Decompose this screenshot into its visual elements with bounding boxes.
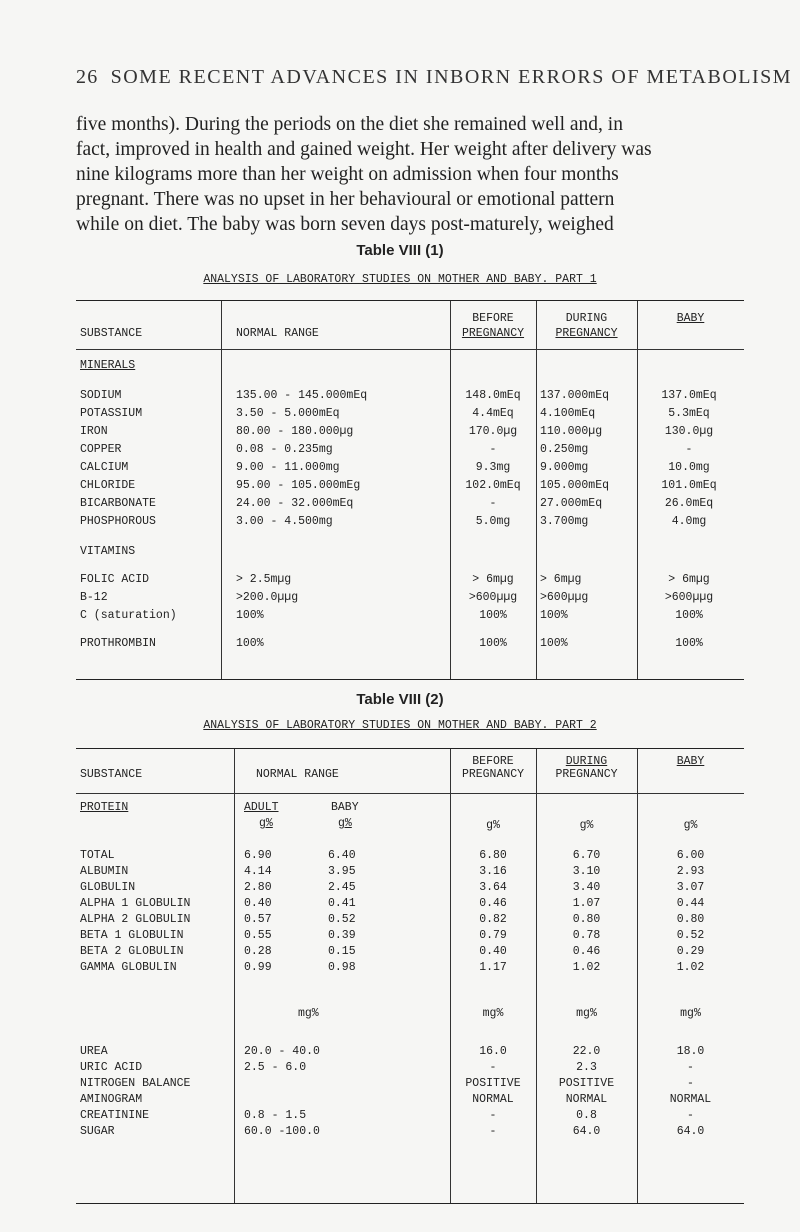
- table1-substance-cell: FOLIC ACID: [80, 573, 150, 586]
- table2-baby-cell: 18.0: [676, 1045, 705, 1058]
- paragraph-line: fact, improved in health and gained weight. Her weight after delivery was: [76, 139, 652, 160]
- table1-baby-cell: 130.0µg: [664, 425, 714, 438]
- table1-header-rule: [76, 349, 744, 350]
- unit-mg-before: mg%: [482, 1007, 504, 1020]
- table2-before-cell: NORMAL: [472, 1093, 514, 1106]
- table1-during-cell: 110.000µg: [540, 425, 603, 438]
- table2-header-substance: SUBSTANCE: [80, 768, 143, 781]
- table1-normal-cell: 95.00 - 105.000mEg: [236, 479, 361, 492]
- table2-normal-cell: 20.0 - 40.0: [244, 1045, 320, 1058]
- table2-baby-norm-cell: 2.45: [328, 881, 356, 894]
- table2-baby-cell: 3.07: [676, 881, 705, 894]
- table1-before-cell: 170.0µg: [468, 425, 518, 438]
- table2-during-cell: 22.0: [572, 1045, 601, 1058]
- table2-subtitle-text: ANALYSIS OF LABORATORY STUDIES ON MOTHER AND BABY. PART 2: [203, 719, 597, 732]
- table2-during-cell: 6.70: [572, 849, 601, 862]
- table1-substance-cell: PHOSPHOROUS: [80, 515, 156, 528]
- unit-adult: g%: [259, 817, 273, 830]
- table1-baby-cell: 100%: [675, 609, 703, 622]
- table2-normal-cell: 0.8 - 1.5: [244, 1109, 307, 1122]
- table1-during-cell: > 6mµg: [540, 573, 582, 586]
- table1-before-cell: 9.3mg: [475, 461, 511, 474]
- table2-before-cell: 0.82: [479, 913, 507, 926]
- table1-normal-cell: > 2.5mµg: [236, 573, 292, 586]
- table2-before-cell: 16.0: [479, 1045, 507, 1058]
- table2-before-cell: 0.79: [479, 929, 507, 942]
- table1-before-cell: 102.0mEq: [465, 479, 521, 492]
- table2-before-cell: 0.46: [479, 897, 507, 910]
- table1-header-before: BEFORE: [472, 312, 514, 325]
- table2-during-cell: 2.3: [576, 1061, 597, 1074]
- table2-before-cell: 0.40: [479, 945, 507, 958]
- table1-during-cell: 3.700mg: [540, 515, 589, 528]
- table2-substance-cell: SUGAR: [80, 1125, 115, 1138]
- section-label-vitamins: VITAMINS: [80, 545, 136, 558]
- table2-substance-cell: TOTAL: [80, 849, 115, 862]
- table2-during-cell: 0.46: [572, 945, 601, 958]
- table1-before-cell: 100%: [479, 637, 507, 650]
- table2-before-cell: 6.80: [479, 849, 507, 862]
- table2-subtitle: [0, 719, 800, 732]
- table2-during-cell: NORMAL: [565, 1093, 608, 1106]
- table2-substance-cell: CREATININE: [80, 1109, 150, 1122]
- table2-baby-norm-cell: 3.95: [328, 865, 356, 878]
- unit-mg-normal: mg%: [298, 1007, 319, 1020]
- table2-during-cell: 3.40: [572, 881, 601, 894]
- table1-header-normal: NORMAL RANGE: [236, 327, 319, 340]
- table1-subtitle: [0, 273, 800, 286]
- running-head-title: SOME RECENT ADVANCES IN INBORN ERRORS OF METABOLISM: [110, 66, 793, 88]
- table2-before-cell: POSITIVE: [465, 1077, 521, 1090]
- table2-substance-cell: AMINOGRAM: [80, 1093, 143, 1106]
- table1-normal-cell: 24.00 - 32.000mEq: [236, 497, 354, 510]
- protein-label: PROTEIN: [80, 801, 129, 814]
- table2-substance-cell: ALPHA 2 GLOBULIN: [80, 913, 191, 926]
- table2-adult-cell: 0.99: [244, 961, 272, 974]
- table2-header-baby: BABY: [676, 755, 705, 768]
- table2-before-cell: 1.17: [479, 961, 507, 974]
- table2-adult-cell: 4.14: [244, 865, 272, 878]
- table2-baby-norm-cell: 0.41: [328, 897, 356, 910]
- table2-header-normal: NORMAL RANGE: [256, 768, 339, 781]
- table2-divider: [234, 749, 235, 1203]
- table2-baby-norm-cell: 0.15: [328, 945, 356, 958]
- table1-divider: [221, 301, 222, 679]
- paragraph-line: pregnant. There was no upset in her behavioural or emotional pattern: [76, 189, 615, 210]
- paragraph-line: five months). During the periods on the diet she remained well and, in: [76, 114, 623, 135]
- table2-baby-cell: 2.93: [676, 865, 705, 878]
- table1-header-substance: SUBSTANCE: [80, 327, 143, 340]
- body-paragraph: [76, 112, 744, 237]
- table1-substance-cell: CHLORIDE: [80, 479, 136, 492]
- unit-during: g%: [579, 819, 594, 832]
- unit-mg-during: mg%: [576, 1007, 597, 1020]
- table2-during-cell: 64.0: [572, 1125, 601, 1138]
- table1-normal-cell: 80.00 - 180.000µg: [236, 425, 354, 438]
- table2-during-cell: POSITIVE: [558, 1077, 615, 1090]
- table2-during-cell: 0.80: [572, 913, 601, 926]
- table1-normal-cell: 3.00 - 4.500mg: [236, 515, 333, 528]
- table2-baby-cell: 64.0: [676, 1125, 705, 1138]
- unit-baby-norm: g%: [338, 817, 352, 830]
- table1-header-during-2: PREGNANCY: [555, 327, 618, 340]
- table2-header-rule: [76, 793, 744, 794]
- table1-substance-cell: CALCIUM: [80, 461, 129, 474]
- table1-normal-cell: 0.08 - 0.235mg: [236, 443, 333, 456]
- table2-baby-cell: 1.02: [676, 961, 705, 974]
- table2-normal-cell: 60.0 -100.0: [244, 1125, 320, 1138]
- table1-substance-cell: C (saturation): [80, 609, 177, 622]
- table1-substance-cell: IRON: [80, 425, 108, 438]
- table1-header-baby: BABY: [676, 312, 705, 325]
- section-label-minerals: MINERALS: [80, 359, 136, 372]
- unit-baby: g%: [683, 819, 698, 832]
- table1-before-cell: 4.4mEq: [472, 407, 514, 420]
- table1-during-cell: 100%: [540, 637, 568, 650]
- table2-baby-norm-cell: 0.39: [328, 929, 356, 942]
- table2-before-cell: -: [489, 1125, 497, 1138]
- table2-baby-cell: 0.80: [676, 913, 705, 926]
- table2-substance-cell: NITROGEN BALANCE: [80, 1077, 191, 1090]
- table1-subtitle-text: ANALYSIS OF LABORATORY STUDIES ON MOTHER AND BABY. PART 1: [203, 273, 597, 286]
- table1-before-cell: 100%: [479, 609, 507, 622]
- table2-header-before-2: PREGNANCY: [461, 768, 525, 781]
- table2-adult-cell: 0.40: [244, 897, 272, 910]
- table1-during-cell: 137.000mEq: [540, 389, 610, 402]
- table2-during-cell: 1.02: [572, 961, 601, 974]
- table1-before-cell: -: [489, 497, 497, 510]
- page-number: 26: [76, 66, 99, 88]
- table1-before-cell: >600µµg: [468, 591, 518, 604]
- table1-baby-cell: -: [685, 443, 693, 456]
- table1-during-cell: 0.250mg: [540, 443, 589, 456]
- table1-substance-cell: COPPER: [80, 443, 122, 456]
- table2-adult-cell: 2.80: [244, 881, 272, 894]
- table2-during-cell: 1.07: [572, 897, 601, 910]
- table1-header-before-2: PREGNANCY: [461, 327, 525, 340]
- table2-baby-cell: -: [687, 1077, 694, 1090]
- baby-norm-label: BABY: [331, 801, 359, 814]
- table1-substance-cell: POTASSIUM: [80, 407, 143, 420]
- table2-during-cell: 0.78: [572, 929, 601, 942]
- table2-substance-cell: UREA: [80, 1045, 108, 1058]
- table2-substance-cell: ALBUMIN: [80, 865, 129, 878]
- table1: [76, 300, 744, 680]
- table2-header-during-2: PREGNANCY: [555, 768, 618, 781]
- adult-label: ADULT: [244, 801, 279, 814]
- table1-normal-cell: >200.0µµg: [236, 591, 299, 604]
- table2-title: Table VIII (2): [356, 691, 444, 708]
- table1-substance-cell: SODIUM: [80, 389, 122, 402]
- table2-substance-cell: URIC ACID: [80, 1061, 143, 1074]
- table1-normal-cell: 100%: [236, 637, 264, 650]
- paragraph-line: nine kilograms more than her weight on admission when four months: [76, 164, 619, 185]
- table2-during-cell: 0.8: [576, 1109, 597, 1122]
- table2-adult-cell: 0.55: [244, 929, 272, 942]
- table1-during-cell: 9.000mg: [540, 461, 589, 474]
- table2: [76, 748, 744, 1204]
- table1-during-cell: 105.000mEq: [540, 479, 610, 492]
- table2-substance-cell: BETA 2 GLOBULIN: [80, 945, 184, 958]
- table1-substance-cell: PROTHROMBIN: [80, 637, 156, 650]
- table1-baby-cell: 4.0mg: [671, 515, 707, 528]
- table2-baby-cell: 0.29: [676, 945, 705, 958]
- table2-during-cell: 3.10: [572, 865, 601, 878]
- table2-baby-cell: 0.52: [676, 929, 705, 942]
- table2-baby-norm-cell: 0.98: [328, 961, 356, 974]
- table1-divider: [536, 301, 537, 679]
- unit-before: g%: [486, 819, 500, 832]
- table1-baby-cell: 10.0mg: [668, 461, 710, 474]
- paragraph-line: while on diet. The baby was born seven days post-maturely, weighed: [76, 214, 614, 235]
- table1-during-cell: 100%: [540, 609, 568, 622]
- table2-baby-cell: 6.00: [676, 849, 705, 862]
- table1-before-cell: 5.0mg: [475, 515, 511, 528]
- table1-title: Table VIII (1): [356, 242, 444, 259]
- table1-baby-cell: 101.0mEq: [661, 479, 717, 492]
- table1-baby-cell: >600µµg: [664, 591, 714, 604]
- table1-before-cell: 148.0mEq: [465, 389, 521, 402]
- table1-normal-cell: 3.50 - 5.000mEq: [236, 407, 340, 420]
- table1-normal-cell: 135.00 - 145.000mEq: [236, 389, 368, 402]
- table2-baby-norm-cell: 0.52: [328, 913, 356, 926]
- table2-substance-cell: GAMMA GLOBULIN: [80, 961, 177, 974]
- table2-baby-cell: -: [687, 1061, 694, 1074]
- table2-baby-cell: -: [687, 1109, 694, 1122]
- table2-normal-cell: 2.5 - 6.0: [244, 1061, 307, 1074]
- table2-header-before: BEFORE: [472, 755, 514, 768]
- table2-substance-cell: BETA 1 GLOBULIN: [80, 929, 184, 942]
- table1-header-during: DURING: [565, 312, 608, 325]
- unit-mg-baby: mg%: [680, 1007, 701, 1020]
- table2-header-during: DURING: [565, 755, 608, 768]
- table1-during-cell: >600µµg: [540, 591, 589, 604]
- table1-during-cell: 27.000mEq: [540, 497, 603, 510]
- table2-substance-cell: ALPHA 1 GLOBULIN: [80, 897, 191, 910]
- table2-adult-cell: 0.28: [244, 945, 272, 958]
- table2-baby-cell: NORMAL: [669, 1093, 712, 1106]
- table2-adult-cell: 0.57: [244, 913, 272, 926]
- table1-before-cell: -: [489, 443, 497, 456]
- table1-baby-cell: 26.0mEq: [664, 497, 714, 510]
- running-header: [76, 66, 792, 89]
- table1-baby-cell: > 6mµg: [668, 573, 710, 586]
- table2-before-cell: -: [489, 1109, 497, 1122]
- table1-during-cell: 4.100mEq: [540, 407, 596, 420]
- table2-substance-cell: GLOBULIN: [80, 881, 136, 894]
- table1-baby-cell: 100%: [675, 637, 703, 650]
- table2-before-cell: 3.16: [479, 865, 507, 878]
- table1-substance-cell: BICARBONATE: [80, 497, 156, 510]
- table1-normal-cell: 100%: [236, 609, 264, 622]
- table2-before-cell: 3.64: [479, 881, 507, 894]
- table2-baby-cell: 0.44: [676, 897, 705, 910]
- table1-before-cell: > 6mµg: [472, 573, 514, 586]
- table2-adult-cell: 6.90: [244, 849, 272, 862]
- table1-baby-cell: 137.0mEq: [661, 389, 717, 402]
- table1-substance-cell: B-12: [80, 591, 108, 604]
- table2-before-cell: -: [489, 1061, 497, 1074]
- table1-normal-cell: 9.00 - 11.000mg: [236, 461, 340, 474]
- table1-baby-cell: 5.3mEq: [668, 407, 710, 420]
- table2-baby-norm-cell: 6.40: [328, 849, 356, 862]
